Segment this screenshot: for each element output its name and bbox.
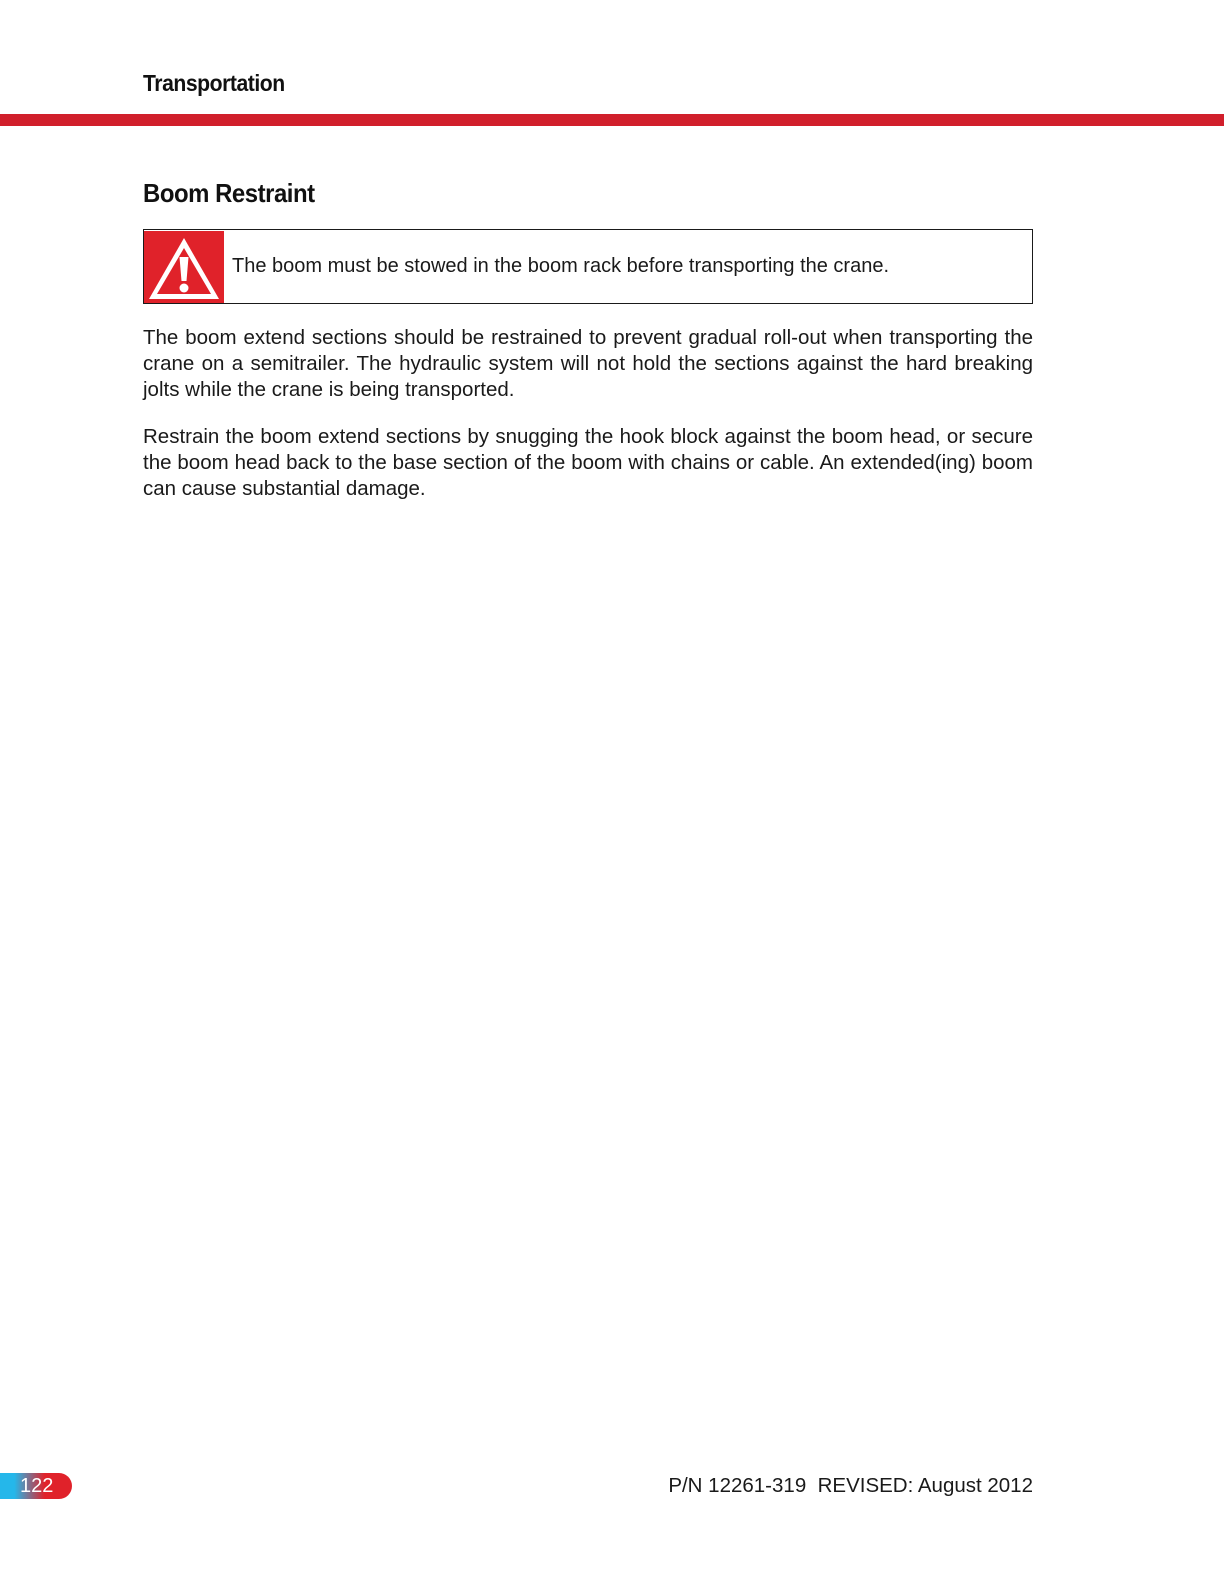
warning-triangle-icon [144, 231, 224, 303]
page-number: 122 [20, 1475, 54, 1497]
warning-box [143, 229, 1033, 304]
body-paragraph: The boom extend sections should be restrained to prevent gradual roll-out when transporting the crane on a semitrailer. The hydraulic system will not hold the sections against the hard breaking jolts while the crane is being transported. [143, 326, 1033, 401]
section-title: Boom Restraint [143, 178, 315, 208]
header-rule [0, 114, 1224, 126]
page-number-tab [0, 1473, 72, 1499]
warning-message: The boom must be stowed in the boom rack before transporting the crane. [232, 255, 890, 277]
footer-part-info: P/N 12261-319 REVISED: August 2012 [668, 1474, 1033, 1497]
running-header: Transportation [143, 70, 285, 96]
body-paragraph: Restrain the boom extend sections by snugging the hook block against the boom head, or secure the boom head back to the base section of the boom with chains or cable. An extended(ing) boom can cause substantial damage. [143, 425, 1033, 500]
